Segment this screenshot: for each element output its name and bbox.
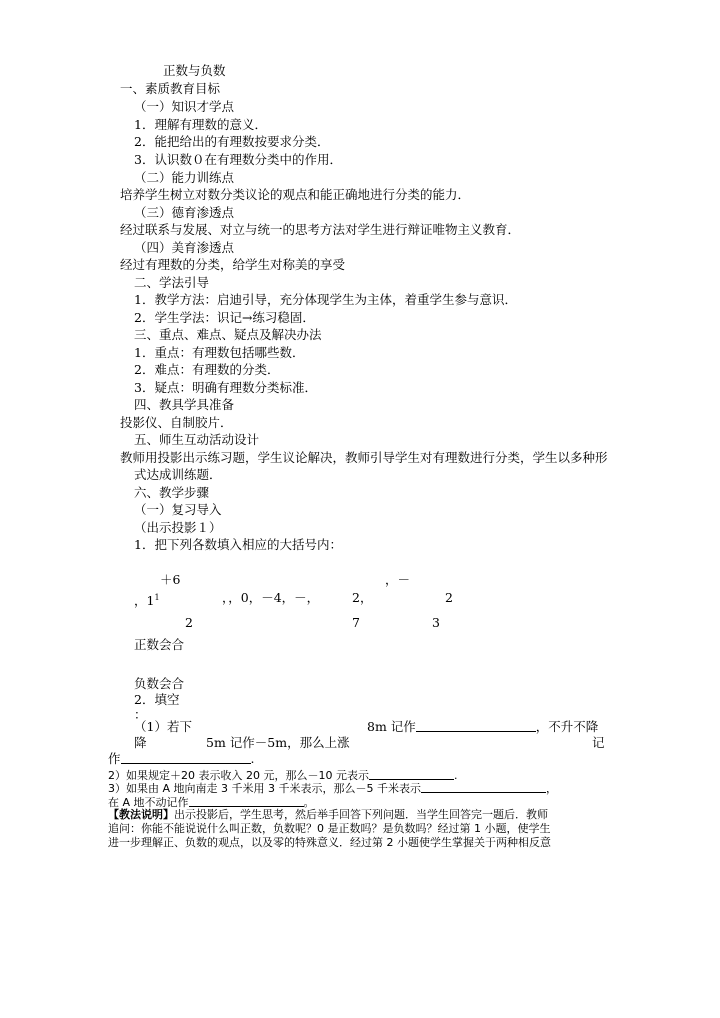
fill-text: 5m 记作－5m，那么上涨	[206, 735, 350, 750]
negative-set-label: 负数会合	[134, 676, 185, 691]
section-heading: 六、教学步骤	[134, 485, 210, 500]
list-item: 3．疑点：明确有理数分类标准．	[134, 380, 317, 395]
number-item: ＋6	[160, 572, 181, 587]
section-heading: 四、教具学具准备	[134, 397, 235, 412]
fill-text: 8m 记作 ，不升不降	[367, 719, 599, 734]
number-item: ，$1^1$	[134, 593, 160, 609]
list-item: 2．难点：有理数的分类．	[134, 362, 280, 377]
fraction-denominator: 3	[432, 615, 440, 630]
question: 2．填空	[134, 692, 180, 707]
fill-text: 2）如果规定＋20 表示收入 20 元，那么－10 元表示 .	[108, 769, 458, 782]
section-heading: 三、重点、难点、疑点及解决办法	[134, 327, 322, 342]
answer-blank[interactable]	[189, 794, 304, 807]
fill-text: 3）如果由 A 地向南走 3 千米用 3 千米表示，那么－5 千米表示 ，	[108, 782, 557, 795]
fraction-denominator: 7	[352, 615, 360, 630]
question: 1．把下列各数填入相应的大括号内：	[134, 537, 342, 552]
answer-blank[interactable]	[421, 780, 546, 793]
fill-text: （1）若下	[134, 719, 192, 734]
paragraph: 教师用投影出示练习题，学生议论解决，教师引导学生对有理数进行分类，学生以多种形	[120, 450, 608, 465]
teaching-note: 【教法说明】出示投影后，学生思考，然后举手回答下列问题．当学生回答完一题后．教师	[108, 808, 548, 821]
answer-blank[interactable]	[369, 767, 454, 780]
paragraph: 经过联系与发展、对立与统一的思考方法对学生进行辩证唯物主义教育．	[120, 222, 521, 237]
section-heading: 一、素质教育目标	[120, 81, 221, 96]
number-item: 2	[445, 590, 453, 605]
list-item: 1．教学方法：启迪引导，充分体现学生为主体，着重学生参与意识．	[134, 292, 517, 307]
number-item: ，－	[385, 572, 411, 587]
list-item: 1．重点：有理数包括哪些数．	[134, 345, 305, 360]
paragraph: 式达成训练题．	[134, 467, 222, 482]
answer-blank[interactable]	[121, 751, 251, 764]
fraction-denominator: 2	[185, 615, 193, 630]
subsection-heading: （一）知识才学点	[134, 99, 235, 114]
page-title: 正数与负数	[163, 63, 226, 78]
fill-text: 作 .	[108, 751, 255, 766]
number-item: 2，	[352, 590, 373, 605]
section-heading: 二、学法引导	[134, 275, 210, 290]
note-label: 【教法说明】	[108, 808, 174, 821]
number-item: ，，0，－4，－，	[222, 590, 320, 605]
subsection-heading: （出示投影１）	[134, 520, 222, 535]
colon: ：	[134, 707, 147, 722]
list-item: 1．理解有理数的意义．	[134, 117, 267, 132]
fill-text: 在 A 地不动记作 。	[108, 796, 315, 809]
teaching-note: 追问：你能不能说说什么叫正数，负数呢？0 是正数吗？是负数吗？经过第 1 小题，使学生	[108, 822, 551, 835]
teaching-note: 进一步理解正、负数的观点，以及零的特殊意义．经过第 2 小题使学生掌握关于两种相反意	[108, 836, 551, 849]
fill-text: 记	[592, 735, 605, 750]
subsection-heading: （二）能力训练点	[134, 170, 235, 185]
positive-set-label: 正数会合	[134, 637, 185, 652]
list-item: 2．能把给出的有理数按要求分类．	[134, 134, 330, 149]
subsection-heading: （四）美育渗透点	[134, 240, 235, 255]
list-item: 3．认识数０在有理数分类中的作用．	[134, 152, 342, 167]
list-item: 2．学生学法：识记→练习稳固．	[134, 310, 315, 325]
subsection-heading: （三）德育渗透点	[134, 205, 235, 220]
fill-text: 降	[134, 735, 147, 750]
paragraph: 经过有理数的分类，给学生对称美的享受	[120, 257, 346, 272]
paragraph: 培养学生树立对数分类议论的观点和能正确地进行分类的能力．	[120, 187, 471, 202]
paragraph: 投影仪、自制胶片．	[120, 415, 233, 430]
section-heading: 五、师生互动活动设计	[134, 432, 260, 447]
subsection-heading: （一）复习导入	[134, 502, 222, 517]
answer-blank[interactable]	[416, 719, 536, 732]
